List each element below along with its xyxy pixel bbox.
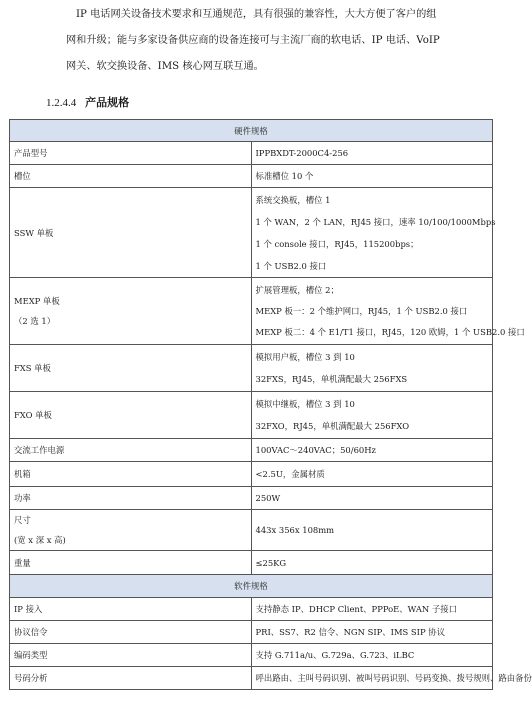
value-text: IPPBXDT-2000C4-256 bbox=[255, 148, 349, 158]
software-row-value bbox=[251, 667, 532, 690]
hardware-row-value bbox=[251, 510, 493, 551]
table-row bbox=[10, 621, 493, 644]
software-spec-header: 软件规格 bbox=[10, 575, 493, 598]
table-row bbox=[10, 667, 493, 690]
table-row bbox=[10, 510, 493, 551]
table-row bbox=[10, 644, 493, 667]
value-text: 1 个 WAN，2 个 LAN，RJ45 接口，速率 10/100/1000Mbps bbox=[255, 216, 496, 227]
hardware-row-value bbox=[251, 142, 493, 165]
intro-line-2: 网和升级；能与多家设备供应商的设备连接可与主流厂商的软电话、IP 电话、VoIP bbox=[66, 35, 440, 46]
hardware-row-label bbox=[10, 462, 252, 487]
label-text: IP 接入 bbox=[14, 604, 43, 614]
value-text: 支持 G.711a/u、G.729a、G.723、iLBC bbox=[255, 650, 415, 660]
hardware-row-value bbox=[251, 188, 496, 278]
software-row-label bbox=[10, 598, 252, 621]
value-text: 100VAC～240VAC；50/60Hz bbox=[255, 445, 376, 455]
label-text: 编码类型 bbox=[14, 650, 48, 660]
value-text: 支持静态 IP、DHCP Client、PPPoE、WAN 子接口 bbox=[255, 604, 458, 614]
hardware-row-value bbox=[251, 165, 493, 188]
hardware-row-label bbox=[10, 392, 252, 439]
hardware-row-value bbox=[251, 462, 493, 487]
table-row bbox=[10, 551, 493, 575]
hardware-row-value bbox=[251, 392, 493, 439]
label-text: 尺寸 bbox=[14, 515, 31, 525]
hardware-row-value bbox=[251, 345, 493, 392]
intro-line-3: 网关、软交换设备、IMS 核心网互联互通。 bbox=[66, 61, 264, 72]
label-text: 重量 bbox=[14, 557, 31, 568]
software-row-value bbox=[251, 598, 493, 621]
label-text: 交流工作电源 bbox=[14, 445, 65, 455]
table-row bbox=[10, 439, 493, 462]
value-text: ≤25KG bbox=[255, 557, 287, 568]
hardware-row-label bbox=[10, 551, 252, 575]
value-text: <2.5U，金属材质 bbox=[255, 469, 325, 479]
label-text: 协议信令 bbox=[14, 627, 48, 637]
spec-table bbox=[9, 119, 532, 690]
table-row bbox=[10, 598, 493, 621]
software-row-label bbox=[10, 667, 252, 690]
software-row-value bbox=[251, 621, 493, 644]
value-text: 1 个 USB2.0 接口 bbox=[255, 260, 327, 271]
label-text: 产品型号 bbox=[14, 148, 48, 158]
value-text: 443x 356x 108mm bbox=[255, 525, 335, 535]
label-text: （2 选 1） bbox=[14, 316, 56, 326]
table-row bbox=[10, 392, 493, 439]
label-text: FXS 单板 bbox=[14, 363, 51, 373]
value-text: 32FXO，RJ45，单机满配最大 256FXO bbox=[255, 421, 410, 431]
software-row-value bbox=[251, 644, 493, 667]
value-text: 250W bbox=[255, 493, 281, 503]
label-text: SSW 单板 bbox=[14, 227, 54, 238]
hardware-spec-header: 硬件规格 bbox=[10, 120, 493, 142]
value-text: 模拟用户板，槽位 3 到 10 bbox=[255, 352, 355, 362]
section-number: 1.2.4.4 bbox=[46, 97, 77, 109]
table-row bbox=[10, 165, 493, 188]
value-text: MEXP 板二：4 个 E1/T1 接口，RJ45，120 欧姆，1 个 USB2.0 接口 bbox=[255, 326, 525, 337]
software-row-label bbox=[10, 621, 252, 644]
value-text: 32FXS，RJ45，单机满配最大 256FXS bbox=[255, 374, 408, 384]
table-row bbox=[10, 142, 493, 165]
intro-line-1: IP 电话网关设备技术要求和互通规范，具有很强的兼容性，大大方便了客户的组 bbox=[76, 9, 437, 20]
value-text: 1 个 console 接口，RJ45，115200bps； bbox=[255, 238, 419, 249]
value-text: 呼出路由、主叫号码识别、被叫号码识别、号码变换、拨号规则、路由备份 bbox=[255, 673, 532, 683]
hardware-row-label bbox=[10, 510, 252, 551]
label-text: MEXP 单板 bbox=[14, 296, 60, 306]
hardware-row-label bbox=[10, 439, 252, 462]
table-row bbox=[10, 487, 493, 510]
hardware-row-label bbox=[10, 142, 252, 165]
hardware-row-value bbox=[251, 278, 525, 345]
intro-paragraph bbox=[66, 2, 486, 80]
label-text: (宽 x 深 x 高) bbox=[14, 535, 66, 545]
label-text: 槽位 bbox=[14, 171, 31, 181]
hardware-row-label bbox=[10, 188, 252, 278]
value-text: PRI、SS7、R2 信令、NGN SIP、IMS SIP 协议 bbox=[255, 627, 446, 637]
value-text: 模拟中继板，槽位 3 到 10 bbox=[255, 399, 355, 409]
value-text: 系统交换板，槽位 1 bbox=[255, 194, 331, 205]
hardware-row-label bbox=[10, 487, 252, 510]
label-text: 机箱 bbox=[14, 469, 31, 479]
table-row bbox=[10, 188, 493, 278]
label-text: 功率 bbox=[14, 493, 31, 503]
section-title: 产品规格 bbox=[85, 96, 130, 109]
label-text: 号码分析 bbox=[14, 673, 48, 683]
hardware-row-label bbox=[10, 165, 252, 188]
table-row bbox=[10, 345, 493, 392]
value-text: MEXP 板一：2 个维护网口，RJ45，1 个 USB2.0 接口 bbox=[255, 305, 468, 316]
software-row-label bbox=[10, 644, 252, 667]
hardware-row-value bbox=[251, 439, 493, 462]
hardware-row-label bbox=[10, 278, 252, 345]
value-text: 扩展管理板，槽位 2； bbox=[255, 284, 339, 295]
label-text: FXO 单板 bbox=[14, 410, 52, 420]
table-row bbox=[10, 462, 493, 487]
hardware-row-value bbox=[251, 487, 493, 510]
value-text: 标准槽位 10 个 bbox=[255, 171, 314, 181]
table-row bbox=[10, 278, 493, 345]
section-heading bbox=[46, 94, 129, 110]
hardware-row-label bbox=[10, 345, 252, 392]
hardware-row-value bbox=[251, 551, 493, 575]
